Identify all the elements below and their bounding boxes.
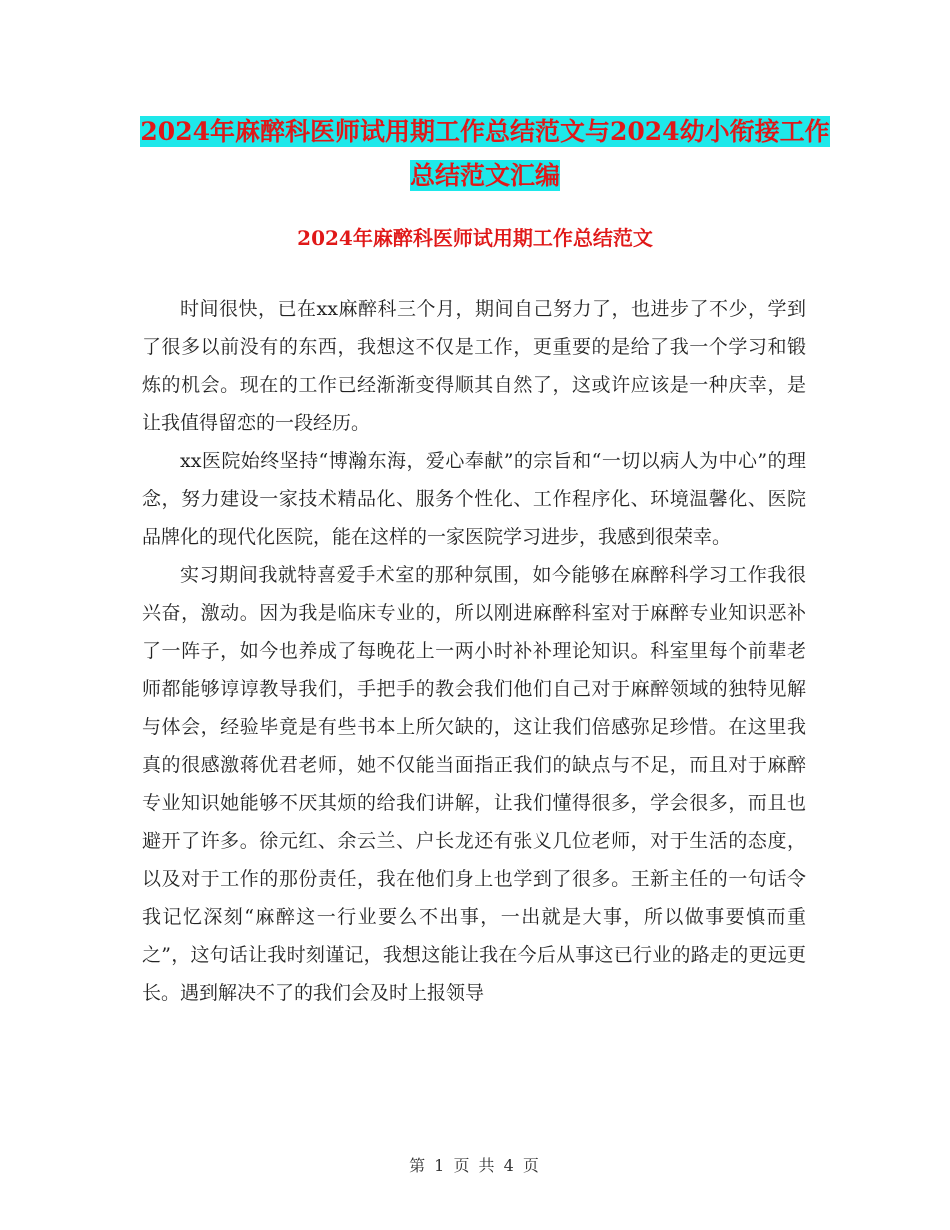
page-footer: 第 1 页 共 4 页 <box>409 1156 541 1175</box>
body-text <box>142 290 806 1012</box>
document-title-text: 2024年麻醉科医师试用期工作总结范文与2024幼小衔接工作总结范文汇编 <box>140 117 830 190</box>
document-title <box>140 110 830 198</box>
paragraph-2: xx医院始终坚持“博瀚东海，爱心奉献”的宗旨和“一切以病人为中心”的理念，努力建设一家技术精品化、服务个性化、工作程序化、环境温馨化、医院品牌化的现代化医院，能在这样的一家医院学习进步，我感到很荣幸。 <box>142 450 806 548</box>
paragraph-3: 实习期间我就特喜爱手术室的那种氛围，如今能够在麻醉科学习工作我很兴奋，激动。因为我是临床专业的，所以刚进麻醉科室对于麻醉专业知识恶补了一阵子，如今也养成了每晚花上一两小时补补理论知识。科室里每个前辈老师都能够谆谆教导我们，手把手的教会我们他们自己对于麻醉领域的独特见解与体会，经验毕竟是有些书本上所欠缺的，这让我们倍感弥足珍惜。在这里我真的很感激蒋优君老师，她不仅能当面指正我们的缺点与不足，而且对于麻醉专业知识她能够不厌其烦的给我们讲解，让我们懂得很多，学会很多，而且也避开了许多。徐元红、余云兰、户长龙还有张义几位老师，对于生活的态度，以及对于工作的那份责任，我在他们身上也学到了很多。王新主任的一句话令我记忆深刻“麻醉这一行业要么不出事，一出就是大事，所以做事要慎而重之”，这句话让我时刻谨记，我想这能让我在今后从事这已行业的路走的更远更长。遇到解决不了的我们会及时上报领导 <box>142 564 806 1004</box>
paragraph-1: 时间很快，已在xx麻醉科三个月，期间自己努力了，也进步了不少，学到了很多以前没有的东西，我想这不仅是工作，更重要的是给了我一个学习和锻炼的机会。现在的工作已经渐渐变得顺其自然了，这或许应该是一种庆幸，是让我值得留恋的一段经历。 <box>142 298 806 434</box>
section-heading: 2024年麻醉科医师试用期工作总结范文 <box>297 226 653 250</box>
